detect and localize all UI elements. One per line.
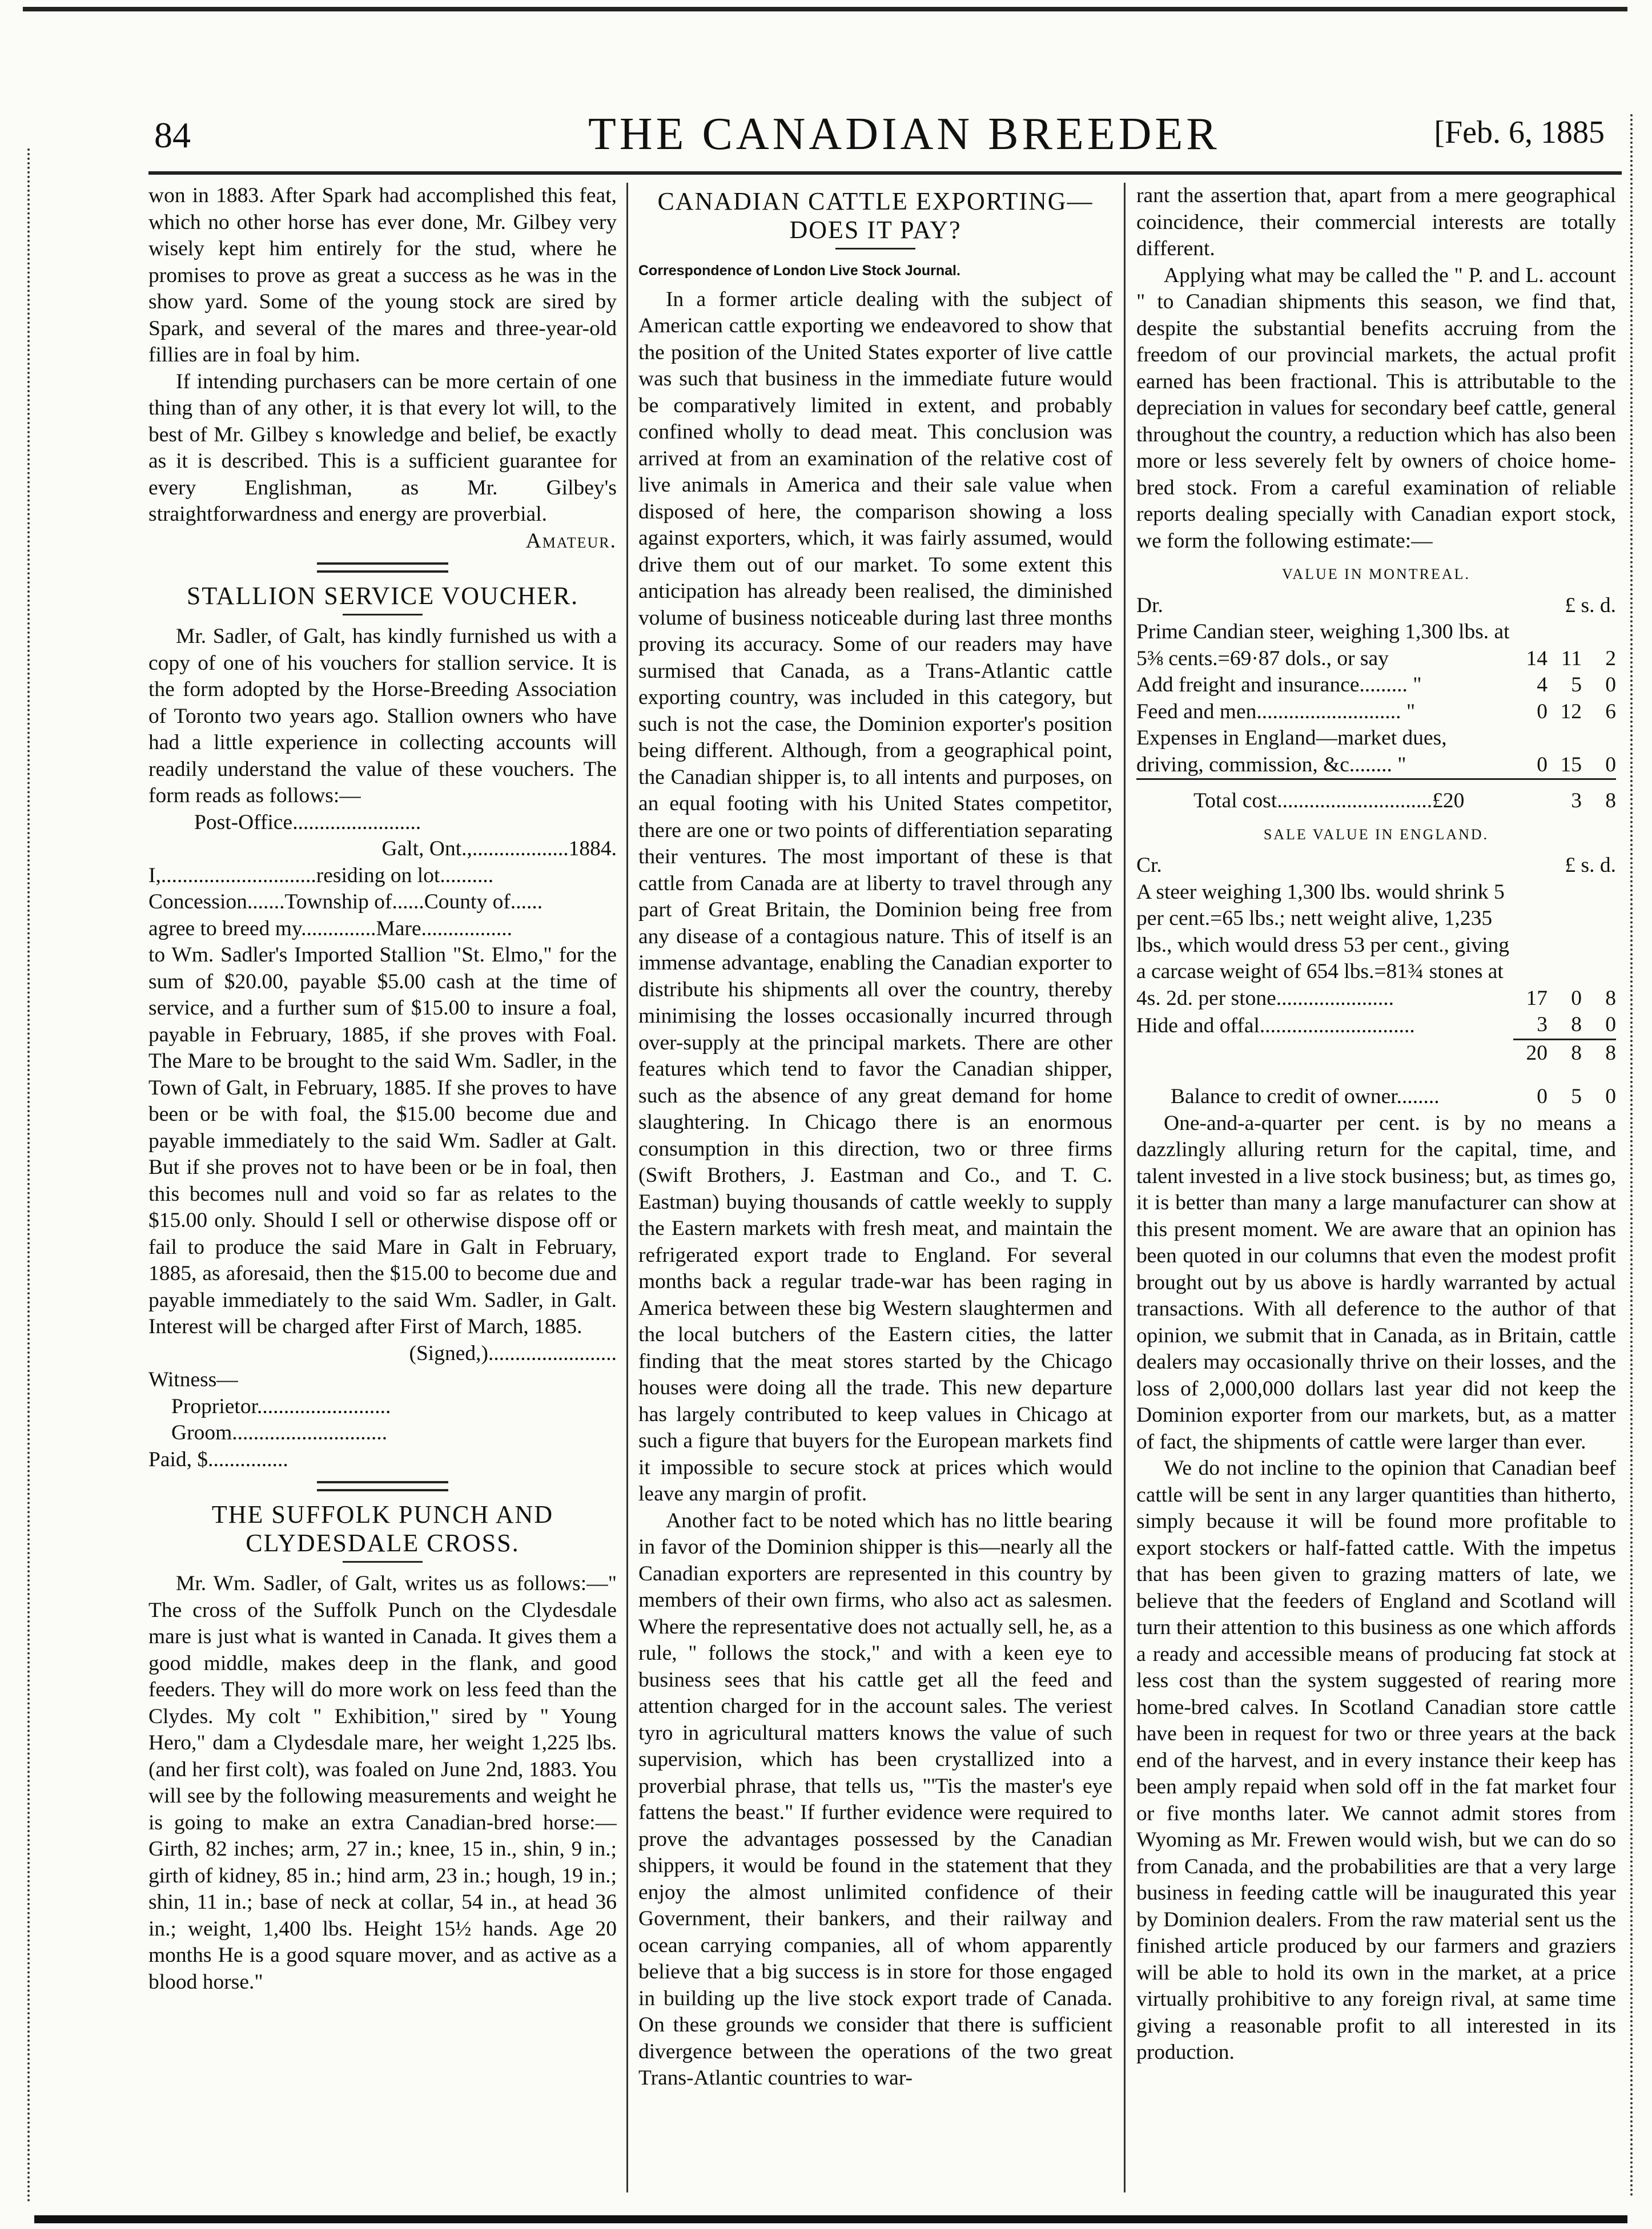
- form-concession: Concession.......Township of......County of......: [148, 890, 543, 914]
- form-paid: Paid, $...............: [148, 1447, 288, 1471]
- value-montreal-heading: VALUE IN MONTREAL.: [1281, 566, 1471, 582]
- article-paragraph: won in 1883. After Spark had accomplished this feat, which no other horse has ever done, Mr. Gilbey very wisely kept him entirely for the stud, where he promises to prove as great a success as he was in the show yard. Some of the young stock are sired by Spark, and several of the mares and three-year-old fillies are in foal by him.: [148, 184, 617, 367]
- form-body: to Wm. Sadler's Imported Stallion "St. Elmo," for the sum of $20.00, payable $5.00 cash at the time of service, and a further sum of $15.00 to insure a foal, payable in February, 1885, if she proves with Foal. The Mare to be brought to the said Wm. Sadler, in the Town of Galt, in February, 1885. If she proves to have been or be with foal, the $15.00 become due and payable immediately to the said Wm. Sadler at Galt. But if she proves not to have been or be in foal, then this becomes null and void so far as relates to the $15.00 only. Should I sell or otherwise dispose off or fail to produce the said Mare in Galt in February, 1885, as aforesaid, then the $15.00 to become due and payable immediately to the said Wm. Sadler, in Galt. Interest will be charged after First of March, 1885.: [148, 943, 617, 1338]
- voucher-intro: Mr. Sadler, of Galt, has kindly furnished us with a copy of one of his vouchers for stallion service. It is the form adopted by the Horse-Breeding Association of Toronto two years ago. Stallion owners who have had a little experience in collecting accounts will readily understand the value of these vouchers. The form reads as follows:—: [148, 625, 617, 807]
- table-row: Hide and offal............................. 3 8 0: [1136, 1013, 1616, 1037]
- lsd-header: £ s. d.: [1565, 593, 1616, 617]
- article-paragraph: Another fact to be noted which has no little bearing in favor of the Dominion shipper is this—nearly all the Canadian exporters are represented in this country by members of their own firms, who also act as salesmen. Where the representative does not actually sell, he, as a rule, " follows the stock," and with a keen eye to business sees that his cattle get all the feed and attention charged for in the account sales. The veriest tyro in agricultural matters knows the value of such supervision, which has been crystallized into a proverbial phrase, that tells us, "'Tis the master's eye fattens the beast." If further evidence were required to prove the advantages possessed by the Canadian shippers, it would be found in the statement that they enjoy the almost unlimited confidence of their Government, their bankers, and their railway and ocean carrying companies, all of whom apparently believe that a big success is in store for those engaged in building up the live stock export trade of Canada. On these grounds we consider that there is sufficient divergence between the operations of the two great Trans-Atlantic countries to war-: [638, 1508, 1112, 2090]
- article-paragraph: One-and-a-quarter per cent. is by no means a dazzlingly alluring return for the capital, time, and talent invested in a live stock business; but, as times go, it is better than many a large manufacturer can show at this present moment. We are aware that an opinion has been quoted in our columns that even the modest profit brought out by us above is hardly warranted by actual transactions. With all deference to the author of that opinion, we submit that in Canada, as in Britain, cattle dealers may occasionally thrive on their losses, and the loss of 2,000,000 dollars last year did not keep the Dominion exporter from our markets, but, as a matter of fact, the shipments of cattle were larger than ever.: [1136, 1111, 1616, 1454]
- suffolk-text: Mr. Wm. Sadler, of Galt, writes us as follows:—" The cross of the Suffolk Punch on the Clydesdale mare is just what is wanted in Canada. It gives them a good middle, makes deep in the flank, and good feeders. They will do more work on less feed than the Clydes. My colt " Exhibition," sired by " Young Hero," dam a Clydesdale mare, her weight 1,225 lbs. (and her first colt), was foaled on June 2nd, 1883. You will see by the following measurements and weight he is going to make an extra Canadian-bred horse:—Girth, 82 inches; arm, 27 in.; knee, 15 in., shin, 9 in.; girth of kidney, 85 in.; hind arm, 23 in.; hough, 19 in.; shin, 11 in.; base of neck at collar, 54 in., at head 36 in.; weight, 1,400 lbs. Height 15½ hands. Age 20 months He is a good square mover, and as active as a blood horse.": [148, 1572, 617, 1994]
- lsd-header: £ s. d.: [1565, 854, 1616, 877]
- cr-label: Cr.: [1136, 854, 1162, 877]
- credit-table: [1136, 852, 1616, 1111]
- page-number: 84: [154, 115, 191, 155]
- form-groom: Groom.............................: [171, 1421, 388, 1445]
- article-paragraph: If intending purchasers can be more certain of one thing than of any other, it is that every lot will, to the best of Mr. Gilbey s knowledge and belief, be exactly as it is described. This is a sufficient guarantee for every Englishman, as Mr. Gilbey's straightforwardness and energy are proverbial.: [148, 369, 617, 526]
- voucher-heading: STALLION SERVICE VOUCHER.: [186, 582, 579, 610]
- article-credit: Correspondence of London Live Stock Journal.: [638, 263, 960, 279]
- bottom-rule: [34, 2215, 1627, 2223]
- table-row: Add freight and insurance......... " 4 5 0: [1136, 673, 1616, 697]
- table-row: Prime Candian steer, weighing 1,300 lbs. at 5⅜ cents.=69·87 dols., or say 14 11 2: [1136, 620, 1616, 670]
- left-margin-edge: [27, 148, 33, 2204]
- article-paragraph: We do not incline to the opinion that Canadian beef cattle will be sent in any larger quantities than hitherto, simply because it will be found more profitable to export stockers or half-fatted cattle. With the impetus that has been given to grazing matters of late, we believe that the feeders of England and Scotland will turn their attention to this business as one which affords a ready and accessible means of producing fat stock at less cost than the system suggested of rearing more home-bred calves. In Scotland Canadian store cattle have been in request for two or three years at the back end of the harvest, and in every instance their keep has been amply repaid when sold off in the fat market four or five months later. We cannot admit stores from Wyoming as Mr. Frewen would wish, but we can do so from Canada, and the probabilities are that a very large business in feeding cattle will be inaugurated this year by Dominion dealers. From the raw material sent us the finished article produced by our farmers and graziers will be able to hold its own in the market, at a price virtually prohibitive to any foreign rival, at same time giving a reasonable profit to all interested in its production.: [1136, 1457, 1616, 2064]
- cattle-article-heading: CANADIAN CATTLE EXPORTING—DOES IT PAY?: [657, 187, 1094, 244]
- sale-value-heading: SALE VALUE IN ENGLAND.: [1263, 826, 1489, 843]
- column-left: [148, 183, 617, 2192]
- column-middle: [638, 183, 1112, 2192]
- heading-rule: [835, 248, 915, 250]
- masthead-title: THE CANADIAN BREEDER: [588, 109, 1220, 159]
- column-right: [1136, 183, 1616, 2192]
- article-signature: Amateur.: [525, 529, 617, 553]
- section-double-rule: [317, 1481, 448, 1491]
- total-cost-row: Total cost.............................£20 3 8: [1136, 779, 1616, 815]
- heading-rule: [343, 614, 423, 615]
- form-residing: I,.............................residing on lot..........: [148, 863, 494, 887]
- form-post-office: Post-Office........................: [194, 810, 421, 834]
- right-margin-edge: [1630, 114, 1636, 2198]
- article-paragraph: In a former article dealing with the subject of American cattle exporting we endeavored to show that the position of the United States exporter of live cattle was such that business in the immediate future would be comparatively limited in extent, and probably confined wholly to dead meat. This conclusion was arrived at from an examination of the relative cost of live animals in America and their sale value when disposed of here, the comparison showing a loss against exporters, which, it was fairly assumed, would drive them out of our market. To some extent this anticipation has already been realised, the diminished volume of business noticeable during last three months proving its accuracy. Some of our readers may have surmised that Canada, as a Trans-Atlantic cattle exporting country, was included in this category, but such is not the case, the Dominion exporter's position being different. Although, from a geographical point, the Canadian shipper is, to all intents and purposes, on an equal footing with his United States competitor, there are one or two points of differentiation separating their ventures. The most important of these is that cattle from Canada are at liberty to travel through any part of Great Britain, the Dominion being free from any disease of a contagious nature. This of itself is an immense advantage, enabling the Canadian exporter to distribute his shipments all over the country, thereby minimising the losses occasionally incurred through over-supply at the principal markets. There are other features which tend to favor the Canadian shipper, such as the absence of any great demand for home slaughtering. In Chicago there is an enormous consumption in this direction, two or three firms (Swift Brothers, J. Eastman and Co., and T. C. Eastman) buying thousands of cattle weekly to supply the Eastern markets with fresh meat, and maintain the refrigerated export trade to England. For several months back a regular trade-war has been raging in America between these big Western slaughtermen and the local butchers of the Eastern cities, the latter finding that the meat stores started by the Chicago houses were doing all the trade. This new departure has largely contributed to keep values in Chicago at such a figure that buyers for the European markets find it impossible to secure stock at prices which would leave any margin of profit.: [638, 287, 1112, 1506]
- top-rule: [23, 7, 1627, 11]
- form-signed: (Signed,)........................: [409, 1341, 617, 1365]
- table-row: A steer weighing 1,300 lbs. would shrink 5 per cent.=65 lbs.; nett weight alive, 1,235 lbs., which would dress 53 per cent., giving a carcase weight of 654 lbs.=81¾ stones at 4s. 2d. per stone...................... 17 0 8: [1136, 880, 1616, 1010]
- article-paragraph: rant the assertion that, apart from a mere geographical coincidence, their commercial interests are totally different.: [1136, 184, 1616, 260]
- page-header: [154, 108, 1616, 171]
- form-witness: Witness—: [148, 1368, 238, 1391]
- column-divider: [1124, 183, 1126, 2192]
- table-row: Feed and men........................... " 0 12 6: [1136, 699, 1616, 723]
- form-date-line: Galt, Ont.,..................1884.: [381, 837, 617, 860]
- form-proprietor: Proprietor.........................: [171, 1394, 391, 1418]
- suffolk-heading: THE SUFFOLK PUNCH AND CLYDESDALE CROSS.: [211, 1500, 554, 1557]
- form-agree: agree to breed my..............Mare.................: [148, 916, 512, 940]
- table-row: Expenses in England—market dues, driving, commission, &c........ " 0 15 0: [1136, 726, 1616, 776]
- dr-label: Dr.: [1136, 593, 1163, 617]
- section-double-rule: [317, 562, 448, 573]
- article-paragraph: Applying what may be called the " P. and L. account " to Canadian shipments this season, we find that, despite the substantial benefits accruing from the freedom of our provincial markets, the actual profit earned has been fractional. This is attributable to the depreciation in values for secondary beef cattle, general throughout the country, a reduction which has also been more or less severely felt by owners of choice home-bred stock. From a careful examination of reliable reports dealing specially with Canadian export stock, we form the following estimate:—: [1136, 263, 1616, 553]
- balance-row: Balance to credit of owner........ 0 5 0: [1171, 1085, 1616, 1108]
- heading-rule: [343, 1561, 423, 1563]
- issue-date: [Feb. 6, 1885: [1434, 115, 1605, 150]
- column-divider: [626, 183, 628, 2192]
- credit-total-row: 20 8 8: [1136, 1039, 1616, 1067]
- header-rule: [148, 171, 1622, 175]
- debit-table: [1136, 593, 1616, 815]
